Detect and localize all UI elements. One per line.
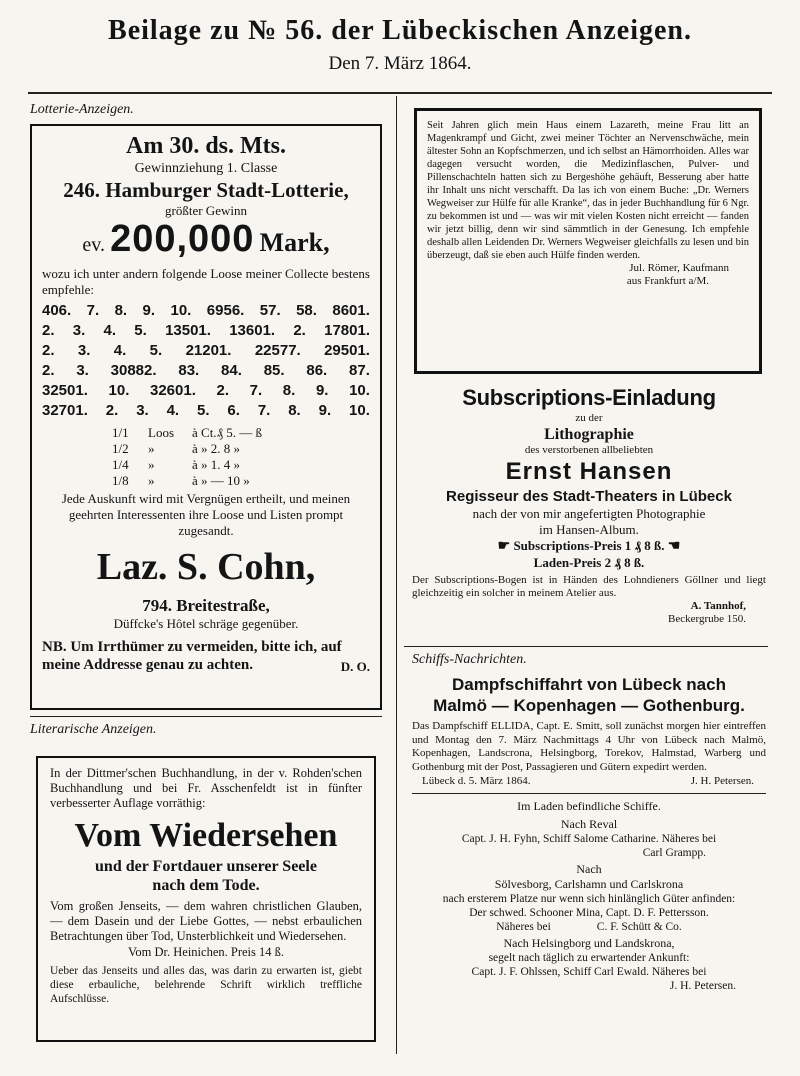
- lotterie-number: 9.: [142, 302, 156, 319]
- lotterie-number: 10.: [170, 302, 192, 319]
- lit-book-title: Vom Wiedersehen: [74, 817, 338, 854]
- lotterie-name: 246. Hamburger Stadt-Lotterie,: [63, 178, 349, 202]
- lotterie-initials: D. O.: [340, 659, 370, 674]
- lotterie-number: 8601.: [332, 302, 370, 319]
- ship-dateline: [412, 774, 766, 788]
- ship-entry-2-contact: Näheres bei C. F. Schütt & Co.: [496, 921, 682, 933]
- sub-line-3: des verstorbenen allbeliebten: [524, 444, 654, 456]
- lotterie-number: 3.: [77, 342, 91, 359]
- masthead: [0, 14, 800, 76]
- lotterie-number: 84.: [221, 362, 242, 379]
- lit-intro: In der Dittmer'schen Buchhandlung, in der v. Rohden'schen Buchhandlung und bei Fr. Asschenfeldt ist in fünfter verbesserter Auflage vorräthig:: [50, 766, 362, 810]
- lotterie-number: 13501.: [165, 322, 211, 339]
- lotterie-number-row: [42, 401, 370, 421]
- sub-price-1: Subscriptions-Preis 1 ₰ 8 ß.: [513, 538, 665, 553]
- left-section-rule: [30, 716, 382, 717]
- lotterie-number: 3.: [72, 322, 86, 339]
- lotterie-closing: Jede Auskunft wird mit Vergnügen ertheilt, und meinen geehrten Interessenten ihre Loose und Listen prompt zugesandt.: [61, 491, 351, 538]
- lotterie-number: 21201.: [185, 342, 232, 359]
- lotterie-address-note: Düffcke's Hôtel schräge gegenüber.: [113, 616, 299, 631]
- column-divider: [396, 96, 397, 1054]
- lotterie-number: 8.: [282, 382, 296, 399]
- lotterie-price-fraction: 1/1: [112, 425, 129, 440]
- lotterie-number-row: [42, 361, 370, 381]
- lotterie-prize-amount: 200,000: [110, 218, 255, 260]
- werner-signature-1: Jul. Römer, Kaufmann: [629, 262, 729, 274]
- werner-signature-2: aus Frankfurt a/M.: [626, 275, 709, 287]
- pointing-hand-left-icon: ☚: [667, 539, 681, 554]
- lotterie-seller-name: Laz. S. Cohn,: [96, 546, 316, 588]
- lotterie-number: 10.: [349, 402, 370, 419]
- schiffs-section-title: Schiffs-Nachrichten.: [412, 652, 527, 667]
- ship-entry-1-contact: Carl Grampp.: [642, 847, 706, 859]
- lotterie-number: 8.: [288, 402, 301, 419]
- lotterie-price-amount: à » 2. 8 »: [192, 441, 241, 456]
- ship-entry-3-contact: J. H. Petersen.: [669, 980, 736, 992]
- lotterie-number: 57.: [259, 302, 281, 319]
- sub-line-4: nach der von mir angefertigten Photographie: [472, 506, 706, 521]
- subscription-advertisement: [412, 384, 766, 626]
- ship-text: Das Dampfschiff ELLIDA, Capt. E. Smitt, soll zunächst morgen hier eintreffen und Montag den 7. März Nachmittags 4 Uhr von Lübeck nach Malmö, Kopenhagen, Landscrona, Helsingborg, Torekov, Halmstad, Warberg und Gothenburg mit der Post, Passagieren und Gütern expedirt werden.: [412, 720, 766, 773]
- lotterie-number: 2.: [216, 382, 230, 399]
- lotterie-number: 86.: [306, 362, 328, 379]
- lotterie-price-unit: »: [148, 441, 155, 456]
- lotterie-intro: wozu ich unter andern folgende Loose meiner Collecte bestens empfehle:: [42, 266, 370, 297]
- lotterie-number: 5.: [149, 342, 163, 359]
- lotterie-number: 32701.: [42, 402, 88, 419]
- lotterie-number: 58.: [296, 302, 317, 319]
- lotterie-headline: Am 30. ds. Mts.: [126, 133, 286, 159]
- lotterie-prize-label: größter Gewinn: [165, 203, 247, 218]
- sub-line-5: im Hansen-Album.: [539, 522, 639, 537]
- lotterie-number: 87.: [349, 362, 370, 379]
- lotterie-prize-unit: Mark,: [259, 228, 330, 257]
- ship-headline-2: Malmö — Kopenhagen — Gothenburg.: [433, 696, 745, 715]
- lotterie-number: 2.: [42, 322, 55, 339]
- ship-date: Lübeck d. 5. März 1864.: [422, 775, 531, 787]
- lotterie-number: 13601.: [229, 322, 276, 339]
- sub-role: Regisseur des Stadt-Theaters in Lübeck: [446, 488, 732, 505]
- lotterie-price-row: [112, 425, 370, 441]
- lotterie-number: 6956.: [206, 302, 245, 319]
- lotterie-price-fraction: 1/8: [112, 473, 129, 488]
- lotterie-number: 406.: [42, 302, 72, 319]
- lotterie-number: 7.: [86, 302, 100, 319]
- lotterie-number: 7.: [257, 402, 271, 419]
- ship-entry-2-ship: Der schwed. Schooner Mina, Capt. D. F. Pettersson.: [469, 907, 709, 919]
- ship-rule: [412, 793, 766, 794]
- masthead-title: Beilage zu № 56. der Lübeckischen Anzeigen.: [108, 15, 692, 46]
- ship-entry-2-places: Sölvesborg, Carlshamn und Carlskrona: [494, 877, 684, 891]
- lit-subtitle-1: und der Fortdauer unserer Seele: [95, 858, 317, 875]
- lotterie-number: 9.: [315, 382, 329, 399]
- lotterie-number: 3.: [136, 402, 149, 419]
- sub-price-1-line: [412, 538, 766, 555]
- lotterie-number-list: [42, 301, 370, 421]
- lotterie-number: 3.: [76, 362, 89, 379]
- werner-text: Seit Jahren glich mein Haus einem Lazareth, meine Frau litt an Magenkrampf und Gicht, zwei meiner Töchter an Nervenschwäche, mein ältester Sohn an Kopfschmerzen, und ich selbst an Hämorrhoiden. Alles war dagegen versucht worden, die Medizinflaschen, Pulver- und Pillenschachteln hatten sich zu Bergeshöhe gehäuft, Besserung aber hatte ihr Inhalt uns nicht verschafft. Da las ich von einem Buche: „Dr. Werners Wegweiser zur Hülfe für alle Kranke“, das in jeder Buchhandlung für 6 Ngr. zu bekommen ist und — was wir mit vielen Kosten nicht erreicht — fanden wir jetzt billig, denn wir sind sämmtlich in der Genesung. Ich empfehle deshalb allen Leidenden Dr. Werners Wegweiser gleichfalls zu lesen und bin überzeugt, daß sie eben auch Hülfe finden werden.: [427, 120, 749, 261]
- lit-subtitle-2: nach dem Tode.: [152, 877, 260, 894]
- lotterie-price-row: [112, 457, 370, 473]
- lotterie-number: 83.: [178, 362, 200, 379]
- ship-subtitle: Im Laden befindliche Schiffe.: [517, 799, 661, 813]
- lotterie-number: 8.: [114, 302, 128, 319]
- lotterie-number: 22577.: [254, 342, 301, 359]
- ship-entry-2-dest: Nach: [576, 862, 602, 876]
- lotterie-number-row: [42, 321, 370, 341]
- lotterie-number: 10.: [108, 382, 130, 399]
- lotterie-number: 5.: [197, 402, 210, 419]
- lotterie-number: 30882.: [110, 362, 157, 379]
- sub-price-2: Laden-Preis 2 ₰ 8 ß.: [533, 555, 645, 570]
- lotterie-number-row: [42, 381, 370, 401]
- ship-entry-3-dest: Nach Helsingborg und Landskrona,: [503, 936, 675, 950]
- literarische-advertisement: [36, 756, 376, 1042]
- ship-entry-3-text: segelt nach täglich zu erwartender Ankunft:: [488, 952, 690, 964]
- lotterie-price-amount: à Ct.₰ 5. — ß: [192, 425, 263, 440]
- lotterie-number: 29501.: [324, 342, 370, 359]
- lit-closing: Ueber das Jenseits und alles das, was darin zu erwarten ist, giebt diese erbauliche, belehrende Schrift wirklich treffliche Aufschlüsse.: [50, 965, 362, 1005]
- lotterie-class-line: Gewinnziehung 1. Classe: [134, 161, 278, 176]
- lotterie-number: 5.: [134, 322, 147, 339]
- ship-entry-1-dest: Nach Reval: [560, 817, 618, 831]
- masthead-rule: [28, 92, 772, 94]
- lotterie-price-row: [112, 441, 370, 457]
- lotterie-number: 17801.: [324, 322, 370, 339]
- lotterie-price-row: [112, 473, 370, 489]
- lotterie-prize: [42, 219, 370, 266]
- lotterie-price-amount: à » 1. 4 »: [192, 457, 241, 472]
- lotterie-number: 4.: [166, 402, 180, 419]
- lotterie-price-unit: »: [148, 457, 155, 472]
- lotterie-nb: NB. Um Irrthümer zu vermeiden, bitte ich, auf meine Addresse genau zu achten.: [42, 639, 342, 673]
- lotterie-number-row: [42, 341, 370, 361]
- sub-line-1: zu der: [575, 412, 603, 424]
- lotterie-number: 32501.: [42, 382, 88, 399]
- lotterie-number: 2.: [42, 362, 55, 379]
- lotterie-number: 10.: [349, 382, 370, 399]
- lotterie-number: 2.: [293, 322, 306, 339]
- werner-advertisement: [414, 108, 762, 374]
- sub-signer: A. Tannhof,: [690, 600, 746, 612]
- lotterie-number: 85.: [263, 362, 285, 379]
- lotterie-number: 7.: [249, 382, 263, 399]
- lotterie-price-fraction: 1/2: [112, 441, 129, 456]
- lit-description: Vom großen Jenseits, — dem wahren christlichen Glauben, — dem Dasein und der Liebe Gottes, — nebst erbaulichen Betrachtungen über Tod, Unsterblichkeit und Wiedersehen.: [50, 899, 362, 943]
- lotterie-price-fraction: 1/4: [112, 457, 129, 472]
- sub-note: Der Subscriptions-Bogen ist in Händen des Lohndieners Göllner und liegt gleichzeitig ein solcher in meinem Atelier aus.: [412, 574, 766, 599]
- lotterie-price-amount: à » — 10 »: [192, 473, 250, 488]
- lotterie-number: 2.: [105, 402, 119, 419]
- lotterie-number: 32601.: [150, 382, 196, 399]
- lotterie-number: 9.: [318, 402, 332, 419]
- lotterie-number: 4.: [103, 322, 117, 339]
- ship-entry-3-ship: Capt. J. F. Ohlssen, Schiff Carl Ewald. Näheres bei: [471, 966, 707, 978]
- lotterie-price-unit: »: [148, 473, 155, 488]
- masthead-date: Den 7. März 1864.: [328, 53, 472, 74]
- sub-title: Subscriptions-Einladung: [462, 385, 716, 410]
- lotterie-section-title: Lotterie-Anzeigen.: [30, 102, 134, 117]
- lotterie-address: 794. Breitestraße,: [142, 596, 270, 615]
- lotterie-advertisement: [30, 124, 382, 710]
- ship-entry-1-text: Capt. J. H. Fyhn, Schiff Salome Catharine. Näheres bei: [461, 833, 717, 845]
- lotterie-number: 2.: [42, 342, 55, 359]
- ship-headline-1: Dampfschiffahrt von Lübeck nach: [452, 675, 726, 694]
- lotterie-number: 4.: [113, 342, 127, 359]
- lotterie-number-row: [42, 301, 370, 321]
- ship-signer: J. H. Petersen.: [690, 775, 754, 787]
- literarische-section-title: Literarische Anzeigen.: [30, 722, 157, 737]
- ship-entry-2-text: nach ersterem Platze nur wenn sich hinlänglich Güter anfinden:: [442, 893, 736, 905]
- pointing-hand-right-icon: ☛: [497, 539, 511, 554]
- lotterie-price-list: [112, 425, 370, 489]
- lotterie-prize-prefix: ev.: [82, 234, 105, 256]
- lit-author: Vom Dr. Heinichen. Preis 14 ß.: [127, 945, 284, 959]
- right-section-rule: [404, 646, 768, 647]
- sub-line-2: Lithographie: [544, 426, 634, 443]
- lotterie-price-unit: Loos: [148, 425, 174, 440]
- sub-person-name: Ernst Hansen: [505, 458, 673, 485]
- schiffs-nachrichten: [412, 674, 766, 993]
- lotterie-number: 6.: [227, 402, 240, 419]
- sub-signer-address: Beckergrube 150.: [668, 613, 746, 625]
